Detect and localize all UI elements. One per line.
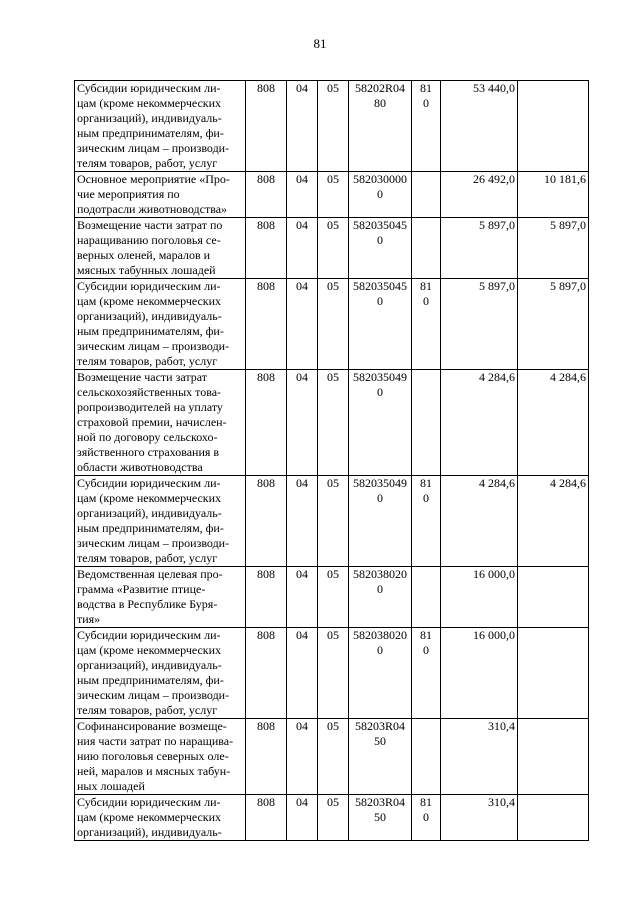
section-code-cell: 04 <box>287 370 318 476</box>
budget-table-body <box>75 81 589 841</box>
expense-name-line: зическим лицам – производи- <box>77 536 230 550</box>
expense-type-line: 81 <box>420 628 432 642</box>
table-row <box>75 628 589 719</box>
target-article-line: 0 <box>377 294 383 308</box>
expense-name-line: Софинансирование возмеще- <box>77 719 227 733</box>
target-article-cell <box>349 81 412 172</box>
amount-cell: 5 897,0 <box>441 279 518 370</box>
expense-name-cell <box>75 81 246 172</box>
subsection-code-cell: 05 <box>318 628 349 719</box>
amount-cell: 16 000,0 <box>441 567 518 628</box>
target-article-line: 0 <box>377 187 383 201</box>
amount-federal-cell: 5 897,0 <box>518 218 589 279</box>
subsection-code-cell: 05 <box>318 567 349 628</box>
expense-name-line: ной по договору сельскохо- <box>77 430 218 444</box>
expense-name-cell <box>75 279 246 370</box>
table-row <box>75 172 589 218</box>
expense-type-line: 0 <box>423 96 429 110</box>
subsection-code-cell: 05 <box>318 370 349 476</box>
target-article-cell <box>349 567 412 628</box>
glava-code-cell: 808 <box>246 370 287 476</box>
expense-type-cell <box>412 218 441 279</box>
glava-code-cell: 808 <box>246 218 287 279</box>
target-article-line: 0 <box>377 643 383 657</box>
expense-name-line: зическим лицам – производи- <box>77 141 230 155</box>
expense-type-cell <box>412 567 441 628</box>
expense-name-line: ния части затрат по наращива- <box>77 734 234 748</box>
amount-federal-cell: 5 897,0 <box>518 279 589 370</box>
expense-name-line: области животноводства <box>77 460 203 474</box>
target-article-line: 50 <box>374 734 386 748</box>
page-number: 81 <box>313 36 327 51</box>
glava-code-cell: 808 <box>246 719 287 795</box>
expense-type-line: 81 <box>420 279 432 293</box>
subsection-code-cell: 05 <box>318 81 349 172</box>
expense-name-cell <box>75 795 246 841</box>
amount-cell: 4 284,6 <box>441 370 518 476</box>
section-code-cell: 04 <box>287 476 318 567</box>
expense-name-line: организаций), индивидуаль- <box>77 825 222 839</box>
amount-federal-cell <box>518 628 589 719</box>
expense-name-line: сельскохозяйственных това- <box>77 385 222 399</box>
glava-code-cell: 808 <box>246 172 287 218</box>
expense-name-cell <box>75 172 246 218</box>
subsection-code-cell: 05 <box>318 476 349 567</box>
amount-federal-cell <box>518 795 589 841</box>
glava-code-cell: 808 <box>246 279 287 370</box>
expense-name-line: зяйственного страхования в <box>77 445 220 459</box>
expense-name-line: телям товаров, работ, услуг <box>77 156 218 170</box>
expense-type-line: 81 <box>420 81 432 95</box>
target-article-cell <box>349 795 412 841</box>
subsection-code-cell: 05 <box>318 279 349 370</box>
amount-cell: 4 284,6 <box>441 476 518 567</box>
amount-cell: 16 000,0 <box>441 628 518 719</box>
expense-name-line: цам (кроме некоммерческих <box>77 643 222 657</box>
expense-name-cell <box>75 476 246 567</box>
section-code-cell: 04 <box>287 218 318 279</box>
expense-type-line: 0 <box>423 643 429 657</box>
expense-name-line: ным предпринимателям, фи- <box>77 126 224 140</box>
target-article-line: 0 <box>377 582 383 596</box>
target-article-cell <box>349 370 412 476</box>
expense-name-line: Ведомственная целевая про- <box>77 567 223 581</box>
expense-name-line: телям товаров, работ, услуг <box>77 354 218 368</box>
expense-name-line: ным предпринимателям, фи- <box>77 521 224 535</box>
expense-name-cell <box>75 218 246 279</box>
expense-name-line: подотрасли животноводства» <box>77 202 228 216</box>
amount-federal-cell <box>518 81 589 172</box>
amount-cell: 310,4 <box>441 795 518 841</box>
table-row <box>75 719 589 795</box>
expense-type-cell <box>412 370 441 476</box>
expense-name-line: чие мероприятия по <box>77 187 180 201</box>
expense-name-line: зическим лицам – производи- <box>77 339 230 353</box>
expense-name-line: цам (кроме некоммерческих <box>77 810 222 824</box>
amount-federal-cell <box>518 567 589 628</box>
target-article-line: 582035049 <box>353 476 407 490</box>
target-article-cell <box>349 218 412 279</box>
expense-name-line: цам (кроме некоммерческих <box>77 294 222 308</box>
target-article-line: 582035049 <box>353 370 407 384</box>
expense-name-line: ней, маралов и мясных табун- <box>77 764 231 778</box>
section-code-cell: 04 <box>287 81 318 172</box>
expense-name-line: Возмещение части затрат <box>77 370 207 384</box>
expense-name-line: телям товаров, работ, услуг <box>77 703 218 717</box>
expense-name-line: ных лошадей <box>77 779 145 793</box>
amount-federal-cell: 4 284,6 <box>518 370 589 476</box>
subsection-code-cell: 05 <box>318 172 349 218</box>
amount-cell: 53 440,0 <box>441 81 518 172</box>
expense-name-line: наращиванию поголовья се- <box>77 233 221 247</box>
expense-name-line: Основное мероприятие «Про- <box>77 172 230 186</box>
expense-name-line: Субсидии юридическим ли- <box>77 628 221 642</box>
table-row <box>75 81 589 172</box>
expense-type-line: 0 <box>423 491 429 505</box>
table-row <box>75 370 589 476</box>
expense-name-line: Возмещение части затрат по <box>77 218 223 232</box>
expense-name-line: организаций), индивидуаль- <box>77 658 222 672</box>
amount-federal-cell: 4 284,6 <box>518 476 589 567</box>
expense-name-line: зическим лицам – производи- <box>77 688 230 702</box>
target-article-line: 582035045 <box>353 279 407 293</box>
expense-name-line: страховой премии, начислен- <box>77 415 227 429</box>
glava-code-cell: 808 <box>246 567 287 628</box>
expense-name-line: верных оленей, маралов и <box>77 248 211 262</box>
table-row <box>75 218 589 279</box>
target-article-cell <box>349 719 412 795</box>
expense-type-line: 0 <box>423 810 429 824</box>
table-row <box>75 567 589 628</box>
expense-type-cell <box>412 628 441 719</box>
expense-type-cell <box>412 795 441 841</box>
target-article-cell <box>349 476 412 567</box>
expense-type-cell <box>412 81 441 172</box>
glava-code-cell: 808 <box>246 628 287 719</box>
subsection-code-cell: 05 <box>318 218 349 279</box>
expense-type-cell <box>412 172 441 218</box>
expense-name-line: тия» <box>77 612 101 626</box>
expense-name-line: Субсидии юридическим ли- <box>77 279 221 293</box>
expense-name-line: мясных табунных лошадей <box>77 263 216 277</box>
glava-code-cell: 808 <box>246 81 287 172</box>
target-article-line: 582030000 <box>353 172 407 186</box>
target-article-line: 582038020 <box>353 628 407 642</box>
expense-type-cell <box>412 719 441 795</box>
target-article-line: 50 <box>374 810 386 824</box>
expense-type-line: 81 <box>420 476 432 490</box>
expense-name-line: организаций), индивидуаль- <box>77 309 222 323</box>
target-article-cell <box>349 172 412 218</box>
expense-name-line: цам (кроме некоммерческих <box>77 491 222 505</box>
target-article-line: 0 <box>377 491 383 505</box>
expense-name-line: организаций), индивидуаль- <box>77 111 222 125</box>
target-article-cell <box>349 279 412 370</box>
glava-code-cell: 808 <box>246 795 287 841</box>
expense-name-line: грамма «Развитие птице- <box>77 582 206 596</box>
section-code-cell: 04 <box>287 567 318 628</box>
expense-name-cell <box>75 628 246 719</box>
table-row <box>75 279 589 370</box>
expense-type-cell <box>412 476 441 567</box>
expense-name-cell <box>75 370 246 476</box>
target-article-cell <box>349 628 412 719</box>
expense-name-line: Субсидии юридическим ли- <box>77 476 221 490</box>
section-code-cell: 04 <box>287 628 318 719</box>
expense-type-line: 81 <box>420 795 432 809</box>
target-article-line: 80 <box>374 96 386 110</box>
section-code-cell: 04 <box>287 719 318 795</box>
section-code-cell: 04 <box>287 795 318 841</box>
target-article-line: 58203R04 <box>354 795 405 809</box>
amount-federal-cell <box>518 719 589 795</box>
amount-cell: 310,4 <box>441 719 518 795</box>
expense-name-cell <box>75 567 246 628</box>
expense-name-line: цам (кроме некоммерческих <box>77 96 222 110</box>
expense-name-line: организаций), индивидуаль- <box>77 506 222 520</box>
section-code-cell: 04 <box>287 279 318 370</box>
expense-type-cell <box>412 279 441 370</box>
amount-cell: 26 492,0 <box>441 172 518 218</box>
expense-name-line: нию поголовья северных оле- <box>77 749 229 763</box>
subsection-code-cell: 05 <box>318 719 349 795</box>
target-article-line: 0 <box>377 385 383 399</box>
budget-table <box>74 80 589 841</box>
table-row <box>75 476 589 567</box>
expense-name-line: телям товаров, работ, услуг <box>77 551 218 565</box>
amount-cell: 5 897,0 <box>441 218 518 279</box>
expense-name-line: ным предпринимателям, фи- <box>77 673 224 687</box>
expense-name-line: ропроизводителей на уплату <box>77 400 223 414</box>
target-article-line: 582038020 <box>353 567 407 581</box>
expense-name-line: водства в Республике Буря- <box>77 597 218 611</box>
table-row <box>75 795 589 841</box>
expense-name-cell <box>75 719 246 795</box>
expense-type-line: 0 <box>423 294 429 308</box>
target-article-line: 58202R04 <box>354 81 405 95</box>
glava-code-cell: 808 <box>246 476 287 567</box>
section-code-cell: 04 <box>287 172 318 218</box>
expense-name-line: Субсидии юридическим ли- <box>77 81 221 95</box>
expense-name-line: ным предпринимателям, фи- <box>77 324 224 338</box>
expense-name-line: Субсидии юридическим ли- <box>77 795 221 809</box>
subsection-code-cell: 05 <box>318 795 349 841</box>
target-article-line: 0 <box>377 233 383 247</box>
target-article-line: 582035045 <box>353 218 407 232</box>
target-article-line: 58203R04 <box>354 719 405 733</box>
amount-federal-cell: 10 181,6 <box>518 172 589 218</box>
